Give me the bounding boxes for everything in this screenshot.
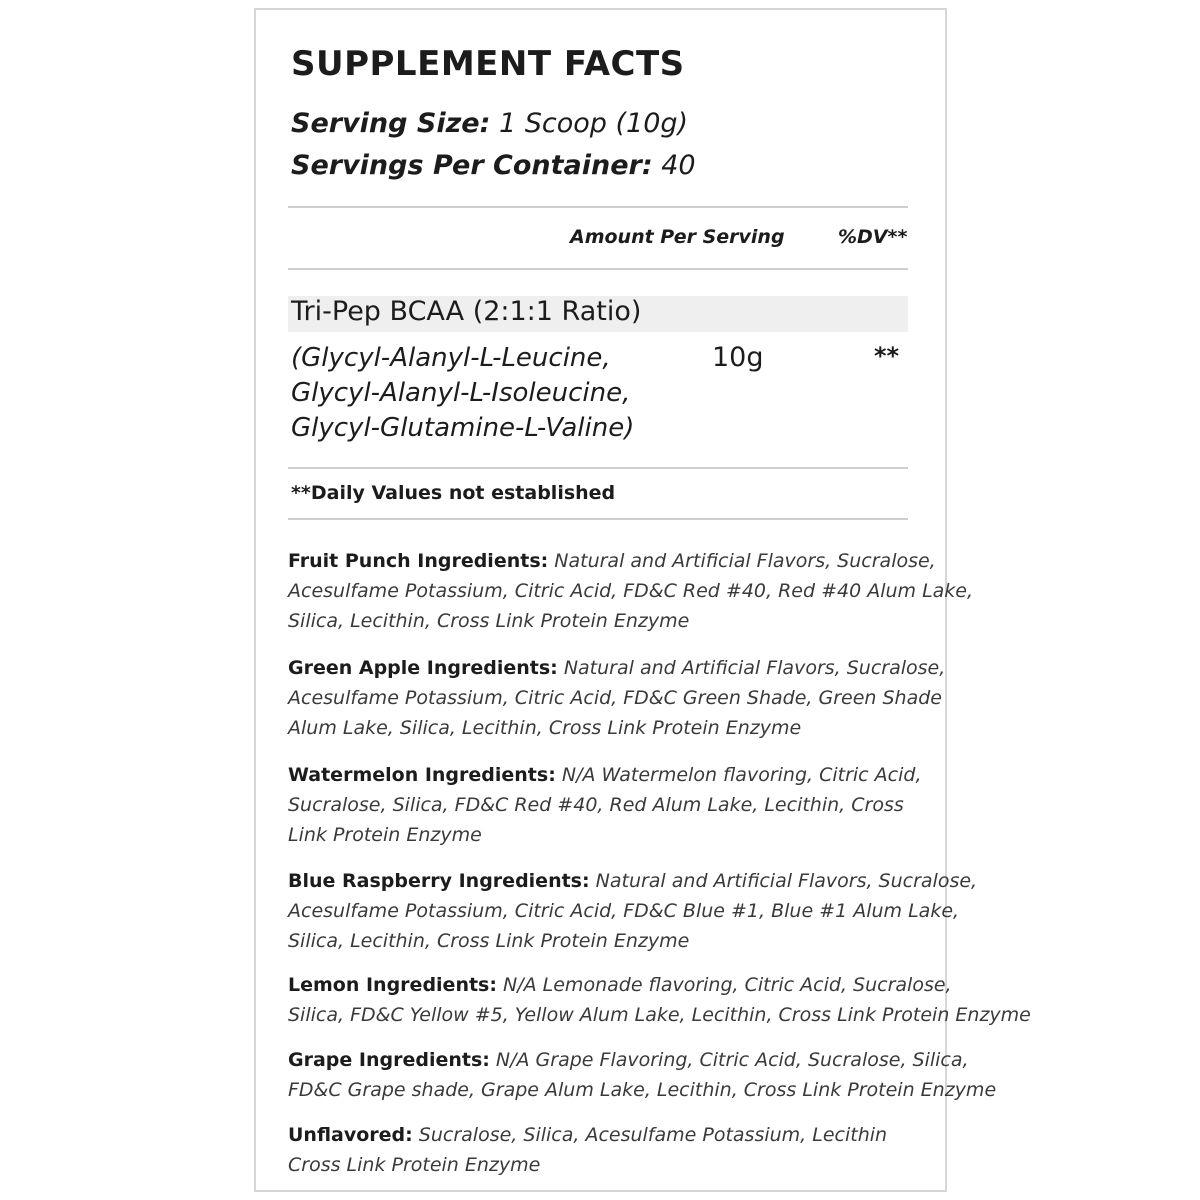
flavor-text: N/A Lemonade flavoring, Citric Acid, Sucralose, [496,974,952,996]
flavor-text: Silica, Lecithin, Cross Link Protein Enzyme [288,610,690,632]
flavor-text: Natural and Artificial Flavors, Sucralose, [557,657,946,679]
flavor-text: Silica, FD&C Yellow #5, Yellow Alum Lake, Lecithin, Cross Link Protein Enzyme [288,1004,1031,1026]
divider [288,268,908,270]
flavor-green-apple [288,653,945,743]
servings-per-container-label: Servings Per Container: [291,150,653,181]
flavor-text: Natural and Artificial Flavors, Sucralose, [589,870,978,892]
divider [288,206,908,208]
flavor-label: Blue Raspberry Ingredients: [288,870,590,892]
flavor-label: Lemon Ingredients: [288,974,497,996]
serving-size-label: Serving Size: [291,108,491,139]
flavor-text: Cross Link Protein Enzyme [288,1154,541,1176]
servings-per-container [291,150,696,181]
flavor-text: N/A Grape Flavoring, Citric Acid, Sucralose, Silica, [489,1049,969,1071]
flavor-text: Acesulfame Potassium, Citric Acid, FD&C Blue #1, Blue #1 Alum Lake, [288,900,960,922]
ingredient-name: Tri-Pep BCAA (2:1:1 Ratio) [291,296,642,327]
flavor-unflavored [288,1120,887,1180]
flavor-text: N/A Watermelon flavoring, Citric Acid, [555,764,922,786]
flavor-label: Unflavored: [288,1124,413,1146]
flavor-text: Silica, Lecithin, Cross Link Protein Enzyme [288,930,690,952]
flavor-watermelon [288,760,921,850]
divider [288,467,908,469]
column-header-amount: Amount Per Serving [570,226,785,248]
flavor-text: Sucralose, Silica, Acesulfame Potassium, Lecithin [412,1124,888,1146]
flavor-fruit-punch [288,546,973,636]
flavor-label: Watermelon Ingredients: [288,764,556,786]
page-title: SUPPLEMENT FACTS [291,44,685,84]
flavor-lemon [288,970,1031,1030]
divider [288,518,908,520]
flavor-blue-raspberry [288,866,977,956]
flavor-text: Alum Lake, Silica, Lecithin, Cross Link Protein Enzyme [288,717,802,739]
flavor-text: Natural and Artificial Flavors, Sucralose, [548,550,936,572]
flavor-text: Sucralose, Silica, FD&C Red #40, Red Alum Lake, Lecithin, Cross [288,794,904,816]
ingredient-amount: 10g [712,342,764,373]
flavor-text: Link Protein Enzyme [288,824,482,846]
ingredient-detail [291,341,634,446]
servings-per-container-value: 40 [652,150,696,181]
flavor-text: FD&C Grape shade, Grape Alum Lake, Lecithin, Cross Link Protein Enzyme [288,1079,997,1101]
ingredient-detail-line: Glycyl-Glutamine-L-Valine) [291,413,635,443]
ingredient-dv: ** [874,342,900,370]
flavor-label: Green Apple Ingredients: [288,657,558,679]
ingredient-detail-line: (Glycyl-Alanyl-L-Leucine, [291,343,611,373]
ingredient-detail-line: Glycyl-Alanyl-L-Isoleucine, [291,378,631,408]
flavor-grape [288,1045,996,1105]
serving-size-value: 1 Scoop (10g) [490,108,689,139]
flavor-text: Acesulfame Potassium, Citric Acid, FD&C Red #40, Red #40 Alum Lake, [288,580,974,602]
column-header-dv: %DV** [838,226,908,248]
serving-size [291,108,688,139]
flavor-label: Fruit Punch Ingredients: [288,550,549,572]
flavor-label: Grape Ingredients: [288,1049,490,1071]
flavor-text: Acesulfame Potassium, Citric Acid, FD&C Green Shade, Green Shade [288,687,942,709]
footnote: **Daily Values not established [291,482,616,504]
